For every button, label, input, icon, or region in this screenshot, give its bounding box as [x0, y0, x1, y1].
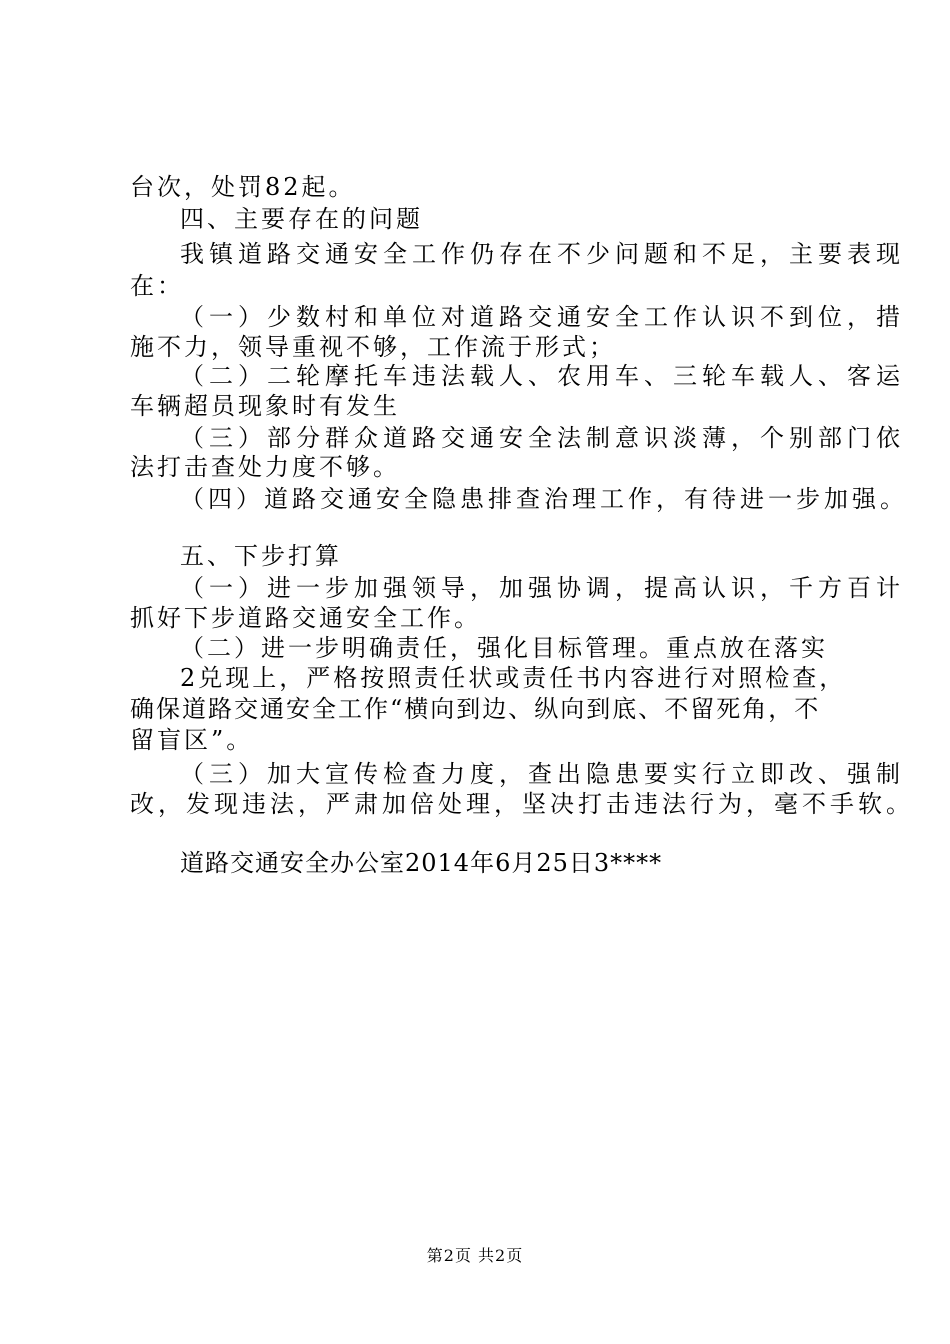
paragraph-line: （四）道路交通安全隐患排查治理工作，有待进一步加强。 [180, 485, 908, 513]
paragraph-line: 施不力，领导重视不够，工作流于形式； [130, 333, 616, 361]
paragraph-line: 确保道路交通安全工作“横向到边、纵向到底、不留死角，不 [130, 695, 821, 723]
paragraph-line: 2兑现上，严格按照责任状或责任书内容进行对照检查， [180, 664, 847, 692]
paragraph-line: 台次，处罚82起。 [130, 173, 356, 201]
paragraph-line: （三）加大宣传检查力度，查出隐患要实行立即改、强制 [180, 760, 905, 788]
paragraph-line: （二）二轮摩托车违法载人、农用车、三轮车载人、客运 [180, 362, 905, 390]
paragraph-line: （二）进一步明确责任，强化目标管理。重点放在落实 [180, 634, 828, 662]
paragraph-line: 法打击查处力度不够。 [130, 453, 400, 481]
paragraph-line: 车辆超员现象时有发生 [130, 392, 400, 420]
paragraph-line: （三）部分群众道路交通安全法制意识淡薄，个别部门依 [180, 424, 905, 452]
paragraph-line: （一）少数村和单位对道路交通安全工作认识不到位，措 [180, 303, 905, 331]
paragraph-line: 留盲区”。 [130, 726, 254, 754]
paragraph-line: 我镇道路交通安全工作仍存在不少问题和不足，主要表现 [180, 240, 905, 268]
section-heading-plans: 五、下步打算 [180, 542, 342, 570]
paragraph-line: （一）进一步加强领导，加强协调，提高认识，千方百计 [180, 574, 905, 602]
paragraph-line: 改，发现违法，严肃加倍处理，坚决打击违法行为，毫不手软。 [130, 790, 914, 818]
paragraph-line: 在： [130, 272, 184, 300]
signature-line: 道路交通安全办公室2014年6月25日3**** [180, 849, 663, 877]
paragraph-line: 抓好下步道路交通安全工作。 [130, 604, 481, 632]
page-footer: 第2页 共2页 [426, 1246, 524, 1265]
section-heading-problems: 四、主要存在的问题 [180, 205, 423, 233]
